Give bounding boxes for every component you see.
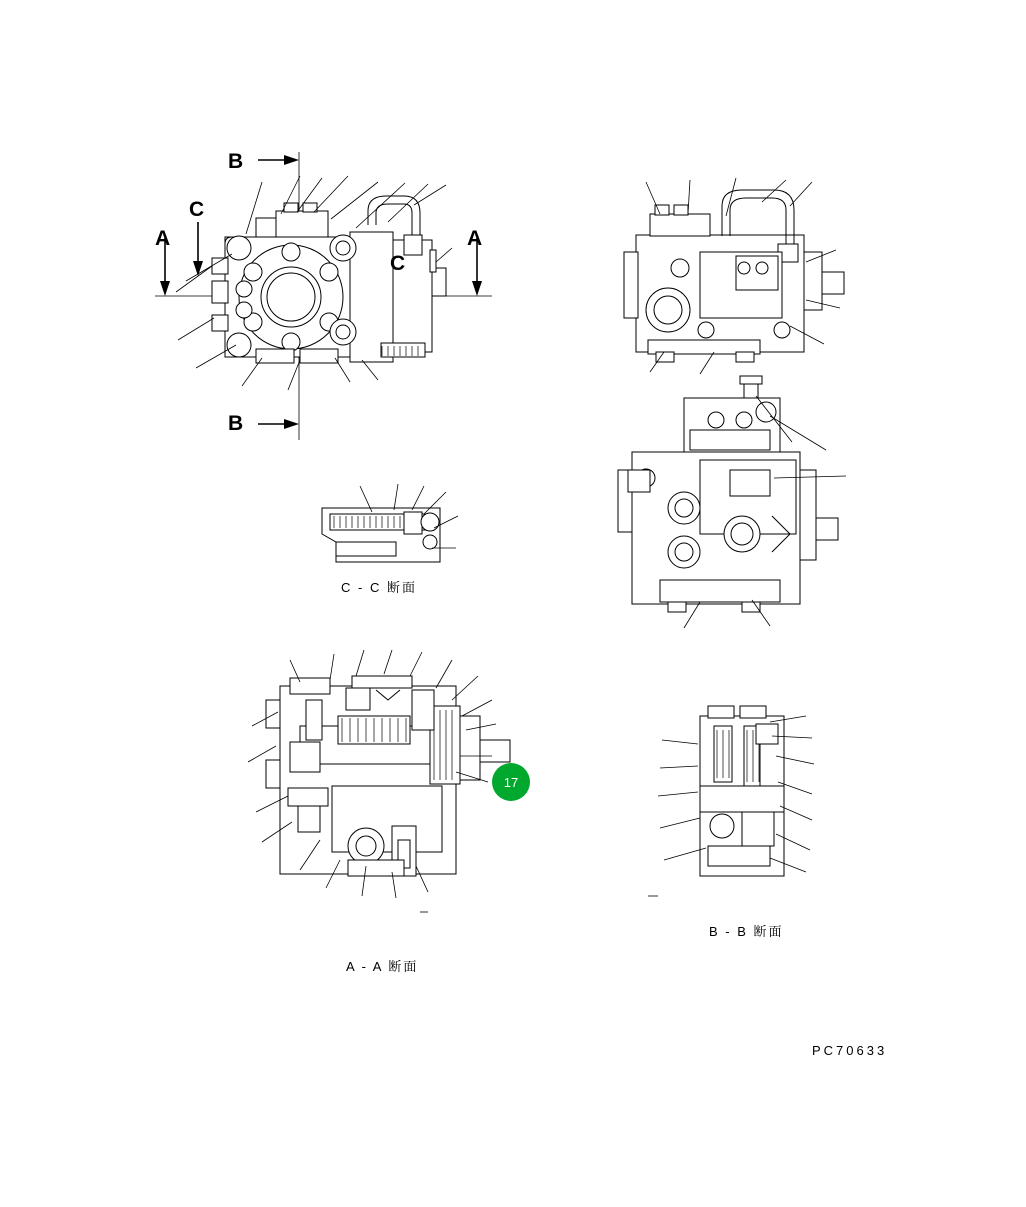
section-marker-b-bottom: B — [228, 412, 244, 435]
section-aa-geometry — [248, 650, 510, 912]
section-marker-a-left: A — [155, 227, 171, 250]
callout-balloon-17[interactable]: 17 — [492, 763, 530, 801]
drawing-number: PC70633 — [812, 1043, 888, 1058]
main-plan-view-geometry — [155, 152, 492, 440]
section-cc-geometry — [322, 484, 458, 562]
section-caption-cc: C - C 断面 — [341, 580, 417, 595]
right-middle-elevation-geometry — [618, 376, 846, 628]
section-marker-b-top: B — [228, 150, 244, 173]
section-caption-aa: A - A 断面 — [346, 959, 419, 974]
section-marker-c-top: C — [189, 198, 205, 221]
section-marker-c-inner: C — [390, 252, 406, 275]
section-bb-geometry — [648, 706, 814, 896]
right-upper-elevation-geometry — [624, 178, 844, 374]
section-caption-bb: B - B 断面 — [709, 924, 784, 939]
section-marker-a-right: A — [467, 227, 483, 250]
